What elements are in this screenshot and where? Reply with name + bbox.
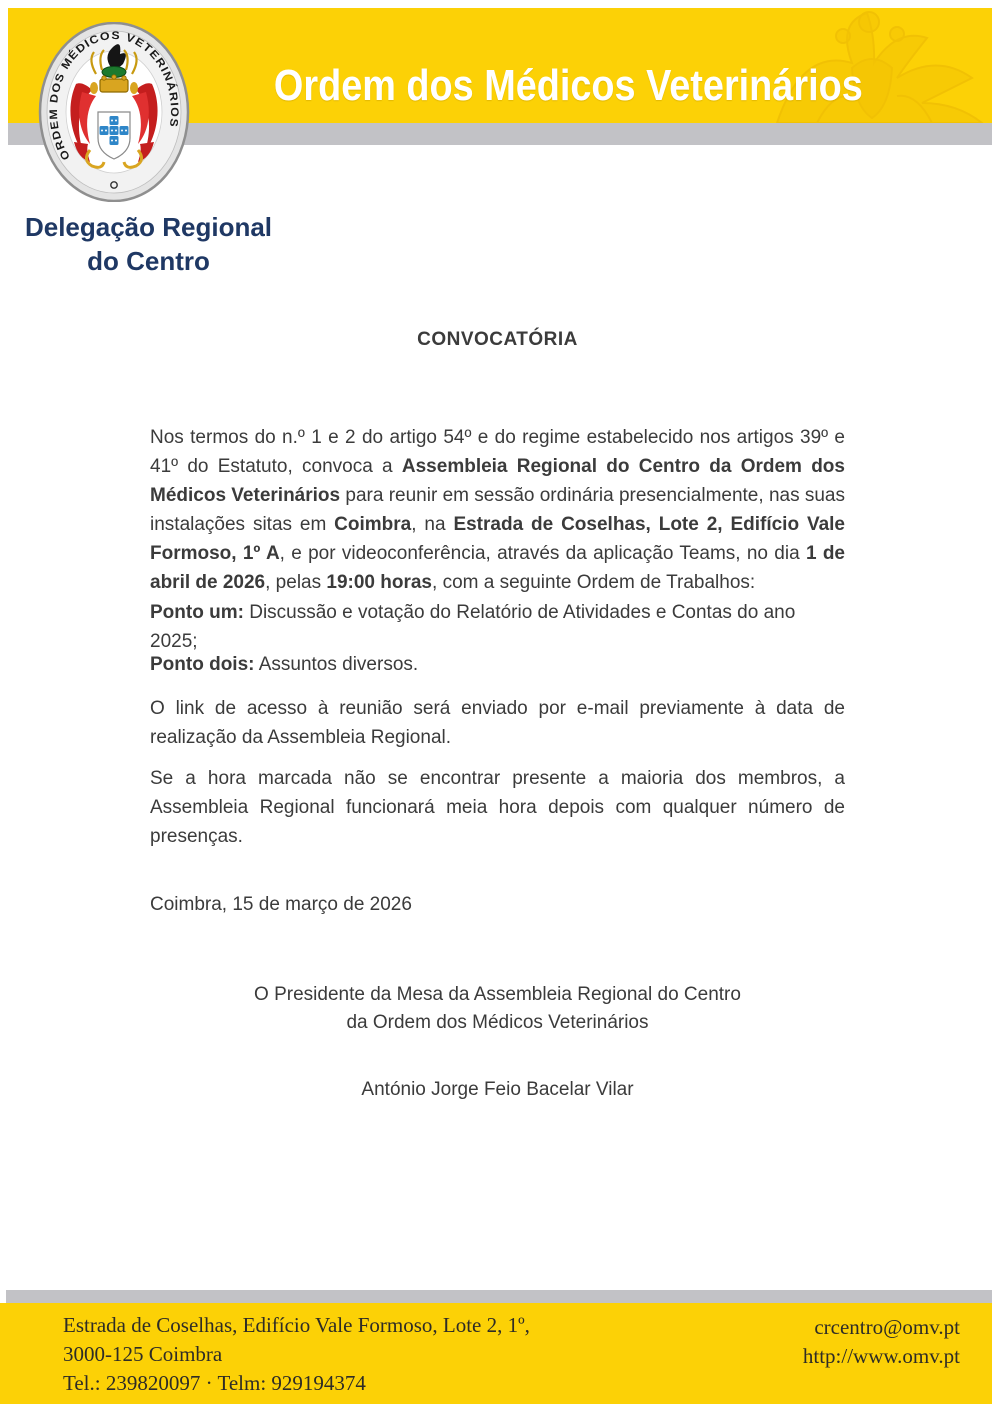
dateline: Coimbra, 15 de março de 2026 <box>150 894 412 915</box>
footer-gray-stripe <box>6 1290 992 1303</box>
delegation-line2: do Centro <box>87 246 210 276</box>
intro-paragraph: Nos termos do n.º 1 e 2 do artigo 54º e do regime estabelecido nos artigos 39º e 41º do Estatuto, convoca a Assembleia Regional do Centro da Ordem dos Médicos Veterinários para reunir em sessão ordinária presencialmente, nas suas instalações sitas em Coimbra, na Estrada de Coselhas, Lote 2, Edifício Vale Formoso, 1º A, e por videoconferência, através da aplicação Teams, no dia 1 de abril de 2026, pelas 19:00 horas, com a seguinte Ordem de Trabalhos: <box>150 427 845 593</box>
footer-website: http://www.omv.pt <box>802 1344 960 1368</box>
footer-address-line2: 3000-125 Coimbra <box>63 1342 223 1366</box>
signature-role <box>150 981 845 1037</box>
signature-role-line2: da Ordem dos Médicos Veterinários <box>346 1012 649 1033</box>
footer-address-line1: Estrada de Coselhas, Edifício Vale Formoso, Lote 2, 1º, <box>63 1313 530 1337</box>
signature-role-line1: O Presidente da Mesa da Assembleia Regional do Centro <box>254 984 741 1005</box>
footer-phone-line: Tel.: 239820097 · Telm: 929194374 <box>63 1371 366 1395</box>
agenda-item-two: Ponto dois: Assuntos diversos. <box>150 654 419 675</box>
signature-name: António Jorge Feio Bacelar Vilar <box>361 1079 634 1100</box>
footer-email: crcentro@omv.pt <box>814 1315 960 1339</box>
footer-address-block <box>63 1311 623 1398</box>
agenda-item-one: Ponto um: Discussão e votação do Relatório de Atividades e Contas do ano 2025; <box>150 602 796 652</box>
org-title: Ordem dos Médicos Veterinários <box>273 61 863 110</box>
meeting-link-paragraph: O link de acesso à reunião será enviado por e-mail previamente à data de realização da Assembleia Regional. <box>150 698 845 748</box>
crest-ring-text: ORDEM DOS MÉDICOS VETERINÁRIOS <box>47 29 181 162</box>
footer-contact-block <box>640 1313 960 1371</box>
document-title: CONVOCATÓRIA <box>417 329 578 350</box>
delegation-title <box>2 210 295 278</box>
delegation-line1: Delegação Regional <box>24 212 273 242</box>
quorum-paragraph: Se a hora marcada não se encontrar presente a maioria dos membros, a Assembleia Regional funcionará meia hora depois com qualquer número de presenças. <box>150 768 845 847</box>
omv-crest-logo <box>38 22 190 202</box>
